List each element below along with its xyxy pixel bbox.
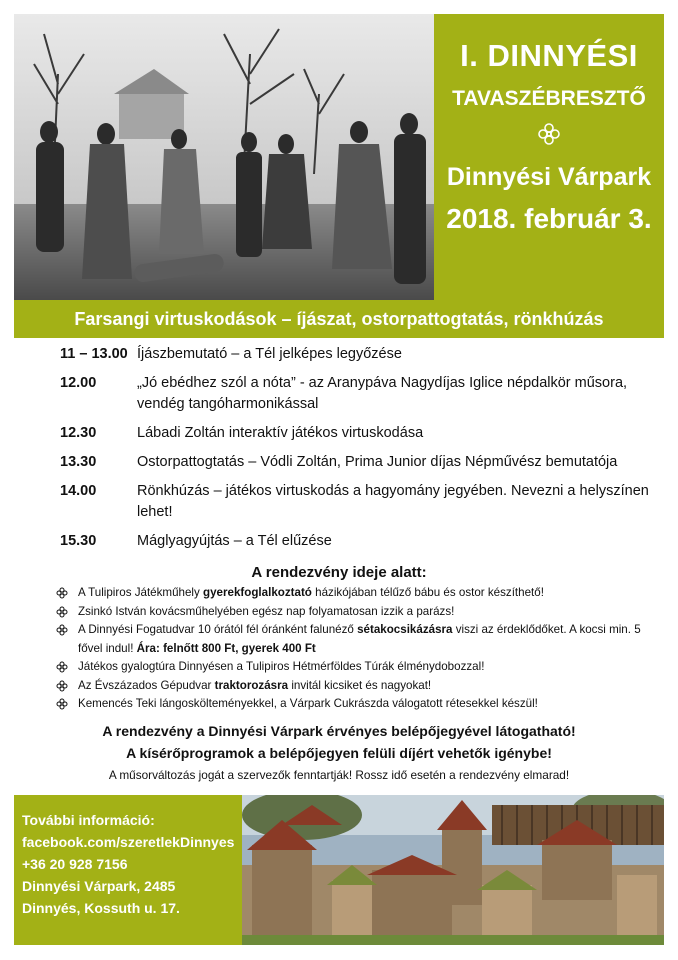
schedule-row xyxy=(60,452,650,473)
contact-box xyxy=(14,795,242,945)
flower-bullet-icon xyxy=(56,603,78,622)
address-line: Dinnyési Várpark, 2485 xyxy=(22,878,176,894)
hero-photo xyxy=(14,14,434,300)
activities-list xyxy=(56,584,666,714)
phone-number: +36 20 928 7156 xyxy=(22,856,128,872)
schedule-time: 11 – 13.00 xyxy=(60,346,128,362)
flower-bullet-icon xyxy=(56,677,78,696)
schedule-row xyxy=(60,373,650,415)
subtitle-bar: Farsangi virtuskodások – íjászat, ostorpattogtatás, rönkhúzás xyxy=(14,300,664,338)
schedule-time: 14.00 xyxy=(60,483,97,499)
schedule-text: Ostorpattogtatás – Vódli Zoltán, Prima Junior díjas Népművész bemutatója xyxy=(137,454,618,470)
schedule-time: 13.30 xyxy=(60,454,97,470)
schedule-time: 15.30 xyxy=(60,533,97,549)
list-item: Zsinkó István kovácsműhelyében egész nap folyamatosan izzik a parázs! xyxy=(56,603,666,622)
address-line: Dinnyés, Kossuth u. 17. xyxy=(22,900,180,916)
flower-bullet-icon xyxy=(56,658,78,677)
flower-icon xyxy=(537,122,561,146)
list-item: Az Évszázados Gépudvar traktorozásra invitál kicsiket és nagyokat! xyxy=(56,677,666,696)
list-item: Játékos gyalogtúra Dinnyésen a Tulipiros Hétmérföldes Túrák élménydobozzal! xyxy=(56,658,666,677)
schedule-text: Rönkhúzás – játékos virtuskodás a hagyomány jegyében. Nevezni a helyszínen lehet! xyxy=(137,483,649,520)
disclaimer: A műsorváltozás jogát a szervezők fenntartják! Rossz idő esetén a rendezvény elmarad! xyxy=(108,768,570,782)
event-subtitle: TAVASZÉBRESZTŐ xyxy=(452,87,646,110)
extra-fee-notice: A kísérőprogramok a belépőjegyen felüli díjért vehetők igénybe! xyxy=(126,745,552,761)
schedule-text: Lábadi Zoltán interaktív játékos virtuskodása xyxy=(137,425,424,441)
schedule-time: 12.00 xyxy=(60,375,97,391)
title-box xyxy=(434,14,664,300)
facebook-link[interactable]: facebook.com/szeretlekDinnyes xyxy=(22,834,235,850)
schedule-row xyxy=(60,531,650,552)
castle-park-photo xyxy=(242,795,664,945)
flower-bullet-icon xyxy=(56,695,78,714)
event-date: 2018. február 3. xyxy=(446,203,652,234)
list-item: Kemencés Teki lángoskölteményekkel, a Várpark Cukrászda válogatott rétesekkel készül! xyxy=(56,695,666,714)
venue-name: Dinnyési Várpark xyxy=(446,163,652,191)
schedule-row xyxy=(60,423,650,444)
contact-heading: További információ: xyxy=(22,812,155,828)
list-item: A Dinnyési Fogatudvar 10 órától fél óránként falunéző sétakocsikázásra viszi az érdeklődőket. A kocsi min. 5 fővel indul! Ára: felnőtt 800 Ft, gyerek 400 Ft xyxy=(56,621,666,658)
schedule-row xyxy=(60,344,650,365)
schedule xyxy=(60,344,650,560)
during-heading: A rendezvény ideje alatt: xyxy=(251,564,427,581)
flower-bullet-icon xyxy=(56,584,78,603)
ticket-notice: A rendezvény a Dinnyési Várpark érvényes belépőjegyével látogatható! xyxy=(102,723,576,739)
flower-bullet-icon xyxy=(56,621,78,658)
schedule-time: 12.30 xyxy=(60,425,97,441)
schedule-text: Máglyagyújtás – a Tél elűzése xyxy=(137,533,332,549)
schedule-text: „Jó ebédhez szól a nóta” - az Aranypáva Nagydíjas Iglice népdalkör műsora, vendég tangóharmonikással xyxy=(137,375,628,412)
event-title: I. DINNYÉSI xyxy=(460,38,638,73)
list-item: A Tulipiros Játékműhely gyerekfoglalkoztató házikójában télűző bábu és ostor készíthető! xyxy=(56,584,666,603)
schedule-text: Íjászbemutató – a Tél jelképes legyőzése xyxy=(137,346,402,362)
schedule-row xyxy=(60,481,650,523)
